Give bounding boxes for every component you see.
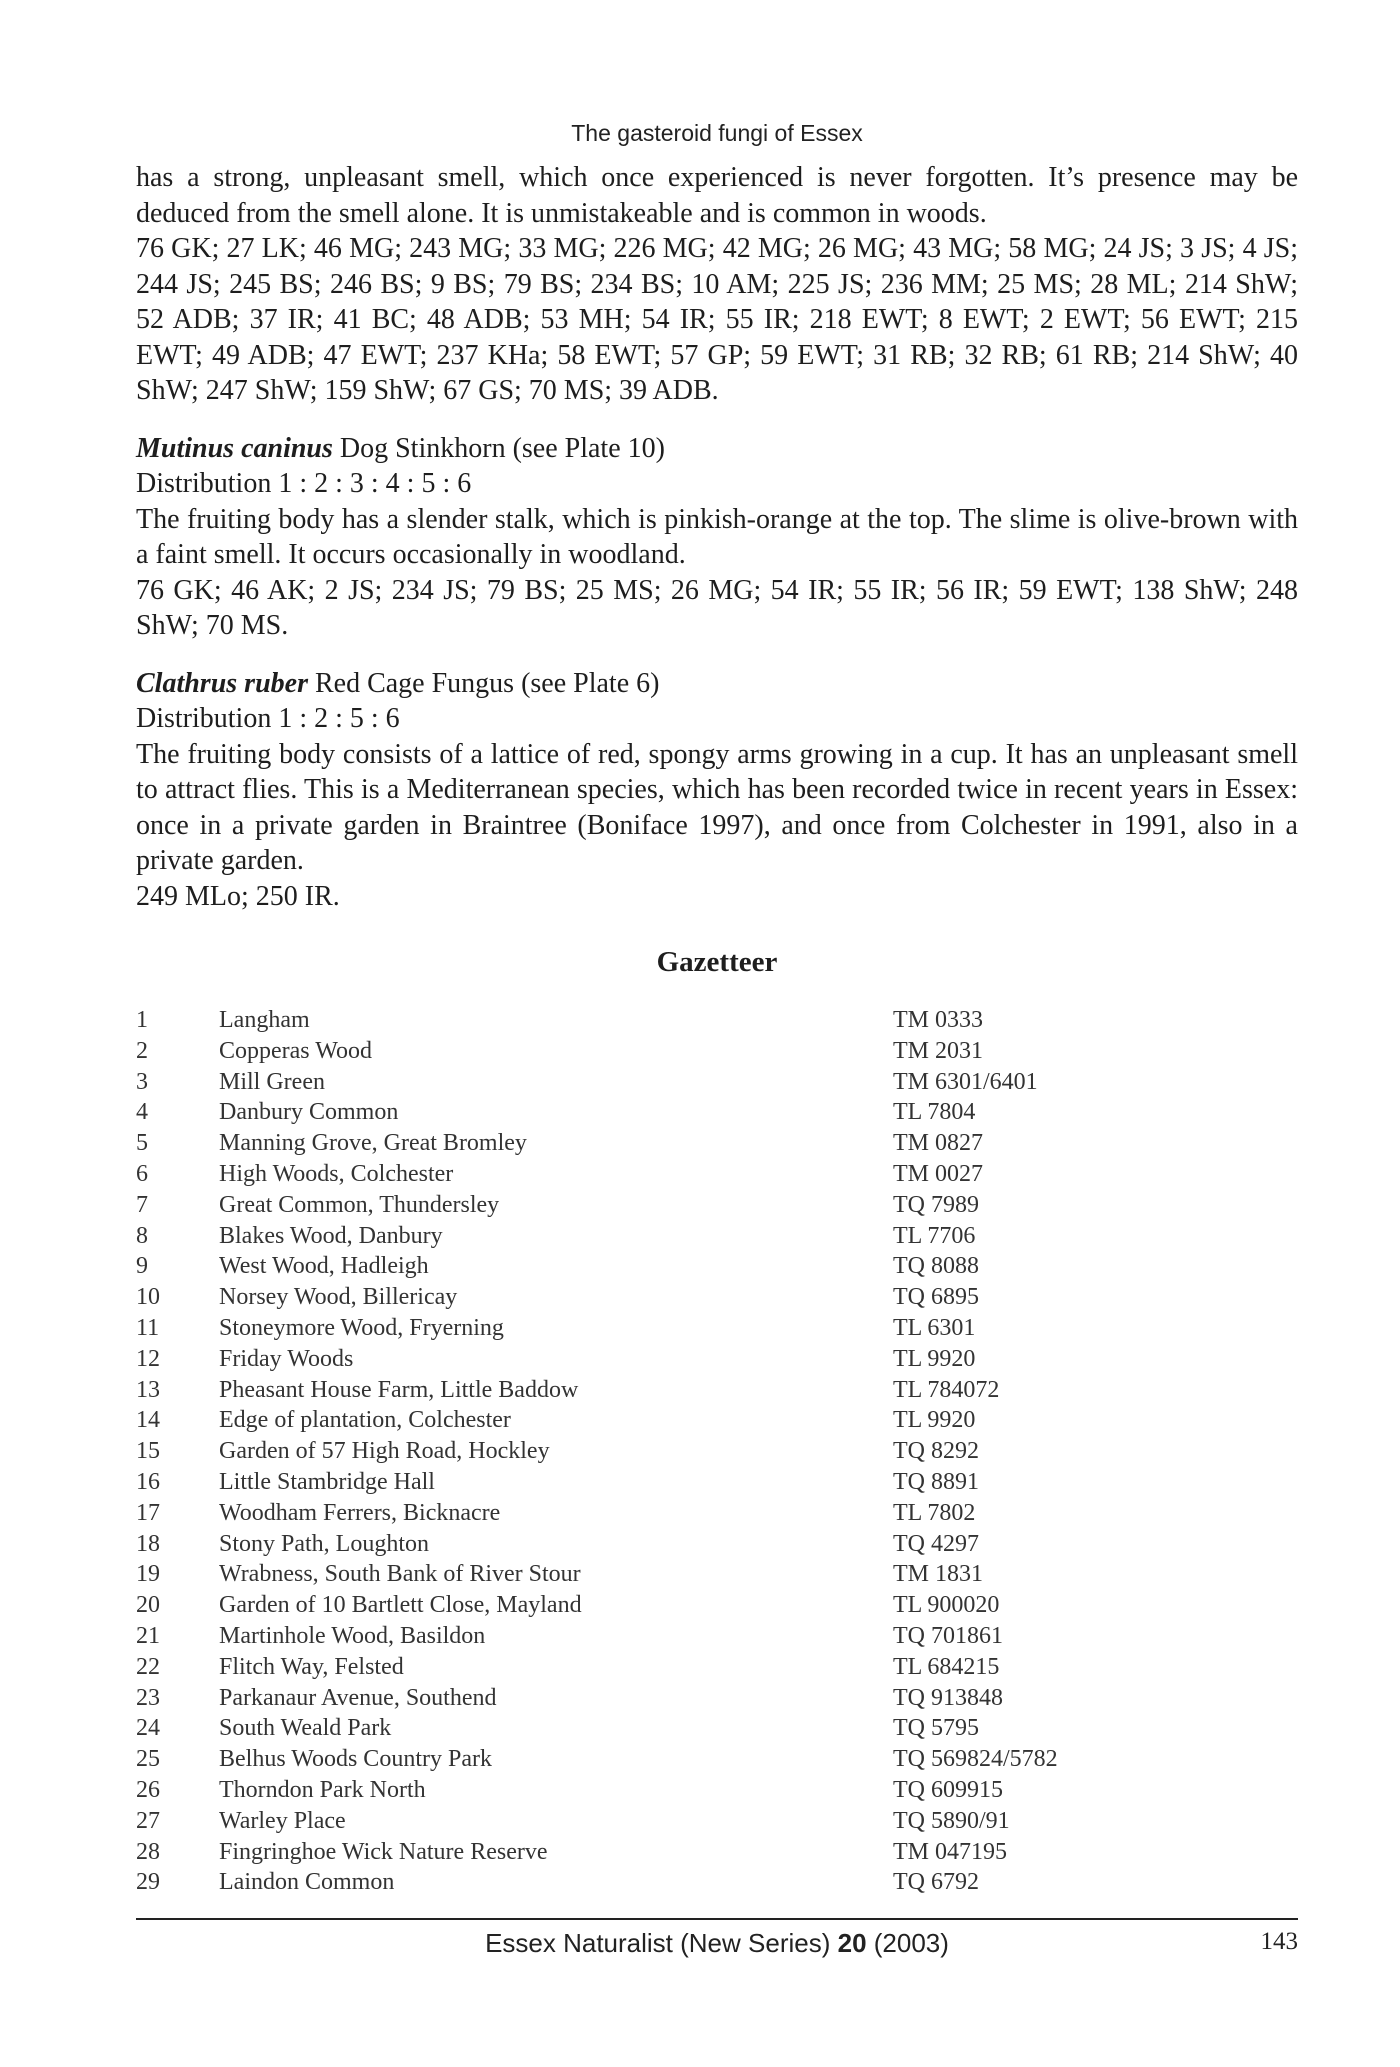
gazetteer-grid-ref: TQ 4297 bbox=[893, 1530, 979, 1557]
gazetteer-place: Fingringhoe Wick Nature Reserve bbox=[219, 1838, 548, 1865]
table-row bbox=[136, 1683, 1298, 1714]
gazetteer-grid-ref: TM 047195 bbox=[893, 1838, 1007, 1865]
table-row bbox=[136, 1313, 1298, 1344]
gazetteer-grid-ref: TQ 8292 bbox=[893, 1438, 979, 1465]
table-row bbox=[136, 1344, 1298, 1375]
gazetteer-number: 25 bbox=[136, 1746, 160, 1773]
table-row bbox=[136, 1159, 1298, 1190]
gazetteer-place: Mill Green bbox=[219, 1068, 325, 1095]
species-records: 76 GK; 46 AK; 2 JS; 234 JS; 79 BS; 25 MS; 26 MG; 54 IR; 55 IR; 56 IR; 59 EWT; 138 ShW; 248 ShW; 70 MS. bbox=[136, 574, 1298, 641]
species-heading bbox=[136, 666, 1298, 702]
gazetteer-place: South Weald Park bbox=[219, 1715, 392, 1742]
table-row bbox=[136, 1436, 1298, 1467]
gazetteer-place: Thorndon Park North bbox=[219, 1776, 426, 1803]
gazetteer-number: 7 bbox=[136, 1191, 148, 1218]
gazetteer-place: Stony Path, Loughton bbox=[219, 1530, 430, 1557]
species-entry-mutinus bbox=[136, 431, 1298, 644]
species-latin-name: Mutinus caninus bbox=[136, 432, 333, 464]
table-row bbox=[136, 1282, 1298, 1313]
gazetteer-number: 4 bbox=[136, 1099, 148, 1126]
gazetteer-place: High Woods, Colchester bbox=[219, 1160, 454, 1187]
gazetteer-number: 18 bbox=[136, 1530, 160, 1557]
table-row bbox=[136, 1652, 1298, 1683]
gazetteer-grid-ref: TL 784072 bbox=[893, 1376, 1000, 1403]
gazetteer-grid-ref: TM 2031 bbox=[893, 1037, 983, 1064]
gazetteer-number: 19 bbox=[136, 1561, 160, 1588]
gazetteer-place: Edge of plantation, Colchester bbox=[219, 1407, 511, 1434]
species-records: 249 MLo; 250 IR. bbox=[136, 880, 340, 912]
gazetteer-grid-ref: TL 6301 bbox=[893, 1314, 976, 1341]
table-row bbox=[136, 1867, 1298, 1898]
gazetteer-place: Manning Grove, Great Bromley bbox=[219, 1130, 527, 1157]
species-entry-clathrus bbox=[136, 666, 1298, 915]
table-row bbox=[136, 1221, 1298, 1252]
gazetteer-place: Pheasant House Farm, Little Baddow bbox=[219, 1376, 579, 1403]
gazetteer-place: Wrabness, South Bank of River Stour bbox=[219, 1561, 581, 1588]
gazetteer-place: West Wood, Hadleigh bbox=[219, 1253, 429, 1280]
table-row bbox=[136, 1005, 1298, 1036]
table-row bbox=[136, 1067, 1298, 1098]
gazetteer-number: 10 bbox=[136, 1284, 160, 1311]
gazetteer-number: 11 bbox=[136, 1314, 160, 1341]
gazetteer-grid-ref: TQ 6792 bbox=[893, 1869, 979, 1896]
gazetteer-number: 20 bbox=[136, 1592, 160, 1619]
gazetteer-place: Laindon Common bbox=[219, 1869, 395, 1896]
intro-paragraph: has a strong, unpleasant smell, which once experienced is never forgotten. It’s presence may be deduced from the smell alone. It is unmistakeable and is common in woods. bbox=[136, 162, 1298, 229]
gazetteer-grid-ref: TM 0827 bbox=[893, 1130, 983, 1157]
gazetteer-place: Norsey Wood, Billericay bbox=[219, 1284, 458, 1311]
gazetteer-place: Parkanaur Avenue, Southend bbox=[219, 1684, 497, 1711]
gazetteer-number: 16 bbox=[136, 1468, 160, 1495]
footer-rule bbox=[136, 1918, 1298, 1920]
gazetteer-grid-ref: TM 0333 bbox=[893, 1007, 983, 1033]
body-text bbox=[136, 160, 1298, 914]
gazetteer-place: Danbury Common bbox=[219, 1099, 399, 1126]
gazetteer-number: 5 bbox=[136, 1130, 148, 1157]
species-common-name: Red Cage Fungus (see Plate 6) bbox=[307, 667, 660, 699]
gazetteer-heading: Gazetteer bbox=[656, 946, 778, 978]
gazetteer-place: Martinhole Wood, Basildon bbox=[219, 1622, 486, 1649]
table-row bbox=[136, 1713, 1298, 1744]
gazetteer-number: 17 bbox=[136, 1499, 160, 1526]
gazetteer-place: Belhus Woods Country Park bbox=[219, 1746, 492, 1773]
gazetteer-table bbox=[136, 1005, 1298, 1898]
journal-name: Essex Naturalist (New Series) bbox=[485, 1928, 838, 1958]
gazetteer-place: Woodham Ferrers, Bicknacre bbox=[219, 1499, 501, 1526]
species-description: The fruiting body consists of a lattice of red, spongy arms growing in a cup. It has an unpleasant smell to attract flies. This is a Mediterranean species, which has been recorded twice in recent years in Essex: once in a private garden in Braintree (Boniface 1997), and once from Colchester in 1991, also in a private garden. bbox=[136, 738, 1298, 876]
gazetteer-number: 14 bbox=[136, 1407, 160, 1434]
gazetteer-grid-ref: TM 6301/6401 bbox=[893, 1068, 1038, 1095]
gazetteer-grid-ref: TQ 8891 bbox=[893, 1468, 979, 1495]
gazetteer-grid-ref: TM 0027 bbox=[893, 1160, 983, 1187]
table-row bbox=[136, 1590, 1298, 1621]
table-row bbox=[136, 1467, 1298, 1498]
species-distribution: Distribution 1 : 2 : 5 : 6 bbox=[136, 703, 400, 734]
table-row bbox=[136, 1405, 1298, 1436]
table-row bbox=[136, 1375, 1298, 1406]
gazetteer-place: Little Stambridge Hall bbox=[219, 1468, 435, 1495]
gazetteer-number: 8 bbox=[136, 1222, 148, 1249]
gazetteer-grid-ref: TM 1831 bbox=[893, 1561, 983, 1588]
table-row bbox=[136, 1806, 1298, 1837]
gazetteer-number: 12 bbox=[136, 1345, 160, 1372]
gazetteer-place: Stoneymore Wood, Fryerning bbox=[219, 1314, 504, 1341]
journal-volume: 20 bbox=[837, 1928, 867, 1958]
gazetteer-grid-ref: TQ 5795 bbox=[893, 1715, 979, 1742]
gazetteer-grid-ref: TQ 701861 bbox=[893, 1622, 1003, 1649]
gazetteer-grid-ref: TL 7804 bbox=[893, 1099, 976, 1126]
gazetteer-grid-ref: TL 7706 bbox=[893, 1222, 976, 1249]
spacer bbox=[136, 409, 1298, 431]
journal-year: (2003) bbox=[866, 1928, 949, 1958]
gazetteer-number: 21 bbox=[136, 1622, 160, 1649]
gazetteer-grid-ref: TL 684215 bbox=[893, 1653, 1000, 1680]
gazetteer-number: 28 bbox=[136, 1838, 160, 1865]
gazetteer-grid-ref: TQ 569824/5782 bbox=[893, 1746, 1058, 1773]
gazetteer-number: 24 bbox=[136, 1715, 160, 1742]
intro-records: 76 GK; 27 LK; 46 MG; 243 MG; 33 MG; 226 MG; 42 MG; 26 MG; 43 MG; 58 MG; 24 JS; 3 JS; 4 JS; 244 JS; 245 BS; 246 BS; 9 BS; 79 BS; 234 BS; 10 AM; 225 JS; 236 MM; 25 MS; 28 ML; 214 ShW; 52 ADB; 37 IR; 41 BC; 48 ADB; 53 MH; 54 IR; 55 IR; 218 EWT; 8 EWT; 2 EWT; 56 EWT; 215 EWT; 49 ADB; 47 EWT; 237 KHa; 58 EWT; 57 GP; 59 EWT; 31 RB; 32 RB; 61 RB; 214 ShW; 40 ShW; 247 ShW; 159 ShW; 67 GS; 70 MS; 39 ADB. bbox=[136, 233, 1298, 406]
gazetteer-place: Garden of 57 High Road, Hockley bbox=[219, 1438, 550, 1465]
gazetteer-grid-ref: TQ 609915 bbox=[893, 1776, 1003, 1803]
gazetteer-grid-ref: TL 900020 bbox=[893, 1592, 1000, 1619]
gazetteer-number: 13 bbox=[136, 1376, 160, 1403]
gazetteer-grid-ref: TQ 913848 bbox=[893, 1684, 1003, 1711]
gazetteer-number: 23 bbox=[136, 1684, 160, 1711]
gazetteer-place: Flitch Way, Felsted bbox=[219, 1653, 404, 1680]
gazetteer-number: 9 bbox=[136, 1253, 148, 1280]
table-row bbox=[136, 1837, 1298, 1868]
table-row bbox=[136, 1498, 1298, 1529]
table-row bbox=[136, 1559, 1298, 1590]
gazetteer-place: Garden of 10 Bartlett Close, Mayland bbox=[219, 1592, 582, 1619]
gazetteer-number: 15 bbox=[136, 1438, 160, 1465]
table-row bbox=[136, 1621, 1298, 1652]
table-row bbox=[136, 1097, 1298, 1128]
gazetteer-grid-ref: TQ 5890/91 bbox=[893, 1807, 1010, 1834]
gazetteer-grid-ref: TL 9920 bbox=[893, 1407, 976, 1434]
gazetteer-number: 6 bbox=[136, 1160, 148, 1187]
gazetteer-number: 3 bbox=[136, 1068, 148, 1095]
species-common-name: Dog Stinkhorn (see Plate 10) bbox=[332, 432, 665, 464]
gazetteer-place: Warley Place bbox=[219, 1807, 346, 1834]
gazetteer-number: 1 bbox=[136, 1007, 148, 1033]
species-heading bbox=[136, 431, 1298, 467]
table-row bbox=[136, 1190, 1298, 1221]
table-row bbox=[136, 1775, 1298, 1806]
table-row bbox=[136, 1529, 1298, 1560]
gazetteer-number: 2 bbox=[136, 1037, 148, 1064]
gazetteer-place: Friday Woods bbox=[219, 1345, 354, 1372]
gazetteer-grid-ref: TQ 7989 bbox=[893, 1191, 979, 1218]
gazetteer-place: Great Common, Thundersley bbox=[219, 1191, 500, 1218]
gazetteer-grid-ref: TL 7802 bbox=[893, 1499, 976, 1526]
gazetteer-grid-ref: TQ 6895 bbox=[893, 1284, 979, 1311]
gazetteer-place: Langham bbox=[219, 1007, 310, 1033]
gazetteer-place: Copperas Wood bbox=[219, 1037, 372, 1064]
gazetteer-grid-ref: TL 9920 bbox=[893, 1345, 976, 1372]
gazetteer-number: 27 bbox=[136, 1807, 160, 1834]
table-row bbox=[136, 1744, 1298, 1775]
gazetteer-number: 29 bbox=[136, 1869, 160, 1896]
species-latin-name: Clathrus ruber bbox=[136, 667, 308, 699]
species-distribution: Distribution 1 : 2 : 3 : 4 : 5 : 6 bbox=[136, 468, 472, 499]
journal-citation bbox=[136, 1928, 1298, 1959]
table-row bbox=[136, 1036, 1298, 1067]
gazetteer-number: 22 bbox=[136, 1653, 160, 1680]
gazetteer-grid-ref: TQ 8088 bbox=[893, 1253, 979, 1280]
gazetteer-number: 26 bbox=[136, 1776, 160, 1803]
species-description: The fruiting body has a slender stalk, which is pinkish-orange at the top. The slime is olive-brown with a faint smell. It occurs occasionally in woodland. bbox=[136, 503, 1298, 570]
page-number: 143 bbox=[1260, 1928, 1298, 1955]
gazetteer-place: Blakes Wood, Danbury bbox=[219, 1222, 443, 1249]
spacer bbox=[136, 644, 1298, 666]
table-row bbox=[136, 1251, 1298, 1282]
table-row bbox=[136, 1128, 1298, 1159]
running-head: The gasteroid fungi of Essex bbox=[571, 120, 863, 146]
